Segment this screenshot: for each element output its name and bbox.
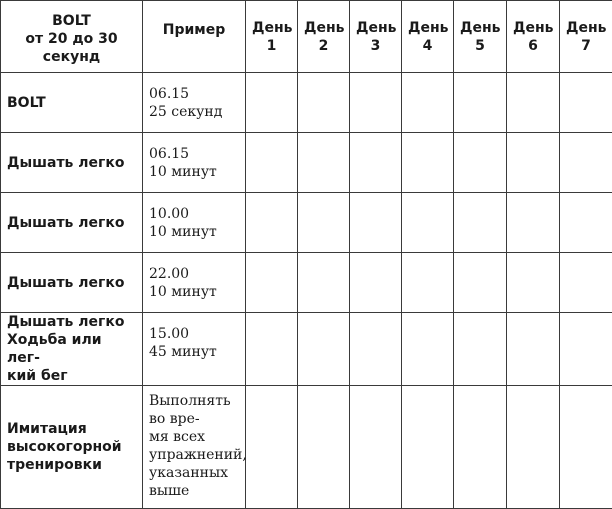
row-example: 06.15 25 секунд (143, 73, 246, 133)
day-cell[interactable] (560, 253, 612, 313)
day-cell[interactable] (350, 386, 402, 509)
day-cell[interactable] (507, 133, 560, 193)
day-cell[interactable] (402, 73, 454, 133)
day-cell[interactable] (560, 133, 612, 193)
header-day-6: День 6 (507, 1, 560, 73)
day-cell[interactable] (350, 133, 402, 193)
header-row (1, 1, 612, 73)
row-example: Выполнять во вре- мя всех упражнений, указанных выше (143, 386, 246, 509)
day-cell[interactable] (402, 386, 454, 509)
day-cell[interactable] (246, 133, 298, 193)
day-cell[interactable] (298, 133, 350, 193)
header-label: BOLT от 20 до 30 секунд (1, 1, 143, 73)
table-row (1, 313, 612, 386)
day-cell[interactable] (560, 313, 612, 386)
day-cell[interactable] (507, 73, 560, 133)
day-cell[interactable] (507, 253, 560, 313)
day-cell[interactable] (402, 253, 454, 313)
day-cell[interactable] (246, 253, 298, 313)
day-cell[interactable] (402, 133, 454, 193)
day-cell[interactable] (246, 386, 298, 509)
day-cell[interactable] (560, 193, 612, 253)
row-label: Дышать легко (1, 193, 143, 253)
day-cell[interactable] (298, 193, 350, 253)
header-day-4: День 4 (402, 1, 454, 73)
day-cell[interactable] (560, 386, 612, 509)
table-row (1, 386, 612, 509)
table-row (1, 253, 612, 313)
day-cell[interactable] (402, 313, 454, 386)
day-cell[interactable] (350, 253, 402, 313)
day-cell[interactable] (246, 73, 298, 133)
day-cell[interactable] (507, 313, 560, 386)
row-label: Дышать легко (1, 253, 143, 313)
day-cell[interactable] (350, 73, 402, 133)
table-row (1, 73, 612, 133)
row-label: Дышать легко Ходьба или лег- кий бег (1, 313, 143, 386)
table-row (1, 133, 612, 193)
day-cell[interactable] (454, 73, 507, 133)
row-example: 15.00 45 минут (143, 313, 246, 386)
day-cell[interactable] (454, 313, 507, 386)
day-cell[interactable] (507, 193, 560, 253)
day-cell[interactable] (454, 386, 507, 509)
day-cell[interactable] (507, 386, 560, 509)
day-cell[interactable] (350, 313, 402, 386)
day-cell[interactable] (298, 73, 350, 133)
day-cell[interactable] (454, 193, 507, 253)
row-example: 10.00 10 минут (143, 193, 246, 253)
header-day-7: День 7 (560, 1, 612, 73)
row-example: 06.15 10 минут (143, 133, 246, 193)
row-label: Имитация высокогорной тренировки (1, 386, 143, 509)
day-cell[interactable] (402, 193, 454, 253)
day-cell[interactable] (246, 313, 298, 386)
row-label: Дышать легко (1, 133, 143, 193)
day-cell[interactable] (298, 313, 350, 386)
day-cell[interactable] (246, 193, 298, 253)
day-cell[interactable] (454, 253, 507, 313)
header-day-2: День 2 (298, 1, 350, 73)
day-cell[interactable] (298, 386, 350, 509)
day-cell[interactable] (298, 253, 350, 313)
header-day-5: День 5 (454, 1, 507, 73)
header-day-1: День 1 (246, 1, 298, 73)
day-cell[interactable] (350, 193, 402, 253)
header-example: Пример (143, 1, 246, 73)
header-day-3: День 3 (350, 1, 402, 73)
table-row (1, 193, 612, 253)
row-example: 22.00 10 минут (143, 253, 246, 313)
day-cell[interactable] (454, 133, 507, 193)
row-label: BOLT (1, 73, 143, 133)
day-cell[interactable] (560, 73, 612, 133)
